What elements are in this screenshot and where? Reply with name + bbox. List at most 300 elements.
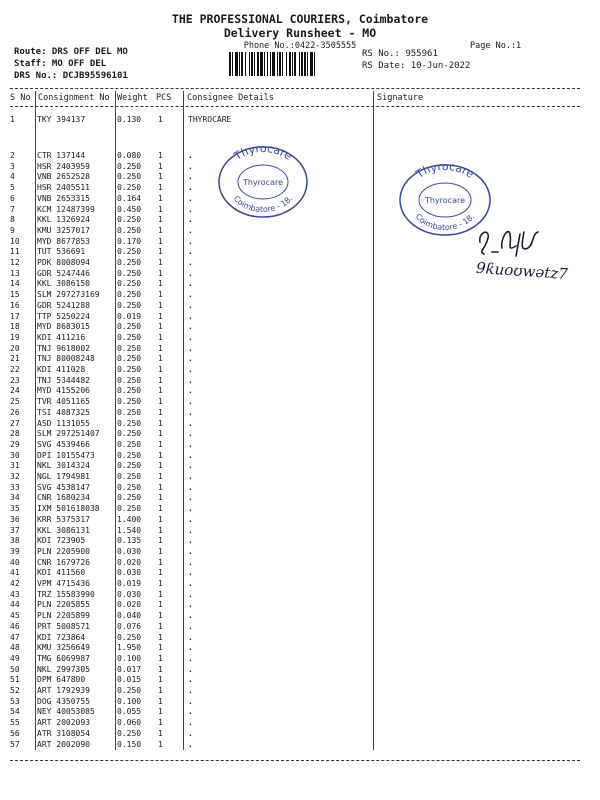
row-sno: 1	[10, 115, 15, 124]
row-consignee: .	[188, 193, 193, 203]
row-sno: 9	[10, 225, 15, 235]
row-weight: 0.250	[117, 215, 142, 225]
table-row	[0, 429, 600, 440]
row-pcs: 1	[158, 632, 163, 642]
row-consignment-no: PLN 2205900	[37, 546, 90, 556]
row-consignment-no: KKL 3086131	[37, 525, 90, 535]
row-pcs: 1	[158, 258, 163, 267]
row-consignment-no: MYD 8677853	[37, 236, 90, 246]
row-pcs: 1	[158, 397, 163, 407]
row-sno: 40	[10, 557, 20, 567]
row-sno: 54	[10, 707, 20, 717]
row-weight: 0.250	[117, 493, 142, 503]
row-sno: 35	[10, 504, 20, 514]
table-row	[0, 611, 600, 622]
svg-text:Coimbatore - 18.	[414, 212, 477, 232]
table-row	[0, 365, 600, 376]
row-pcs: 1	[158, 439, 163, 449]
row-pcs: 1	[158, 536, 163, 546]
row-weight: 0.250	[117, 450, 142, 460]
row-consignment-no: PDK 8008094	[37, 258, 90, 267]
row-weight: 0.250	[117, 258, 142, 267]
row-sno: 51	[10, 675, 20, 685]
row-consignee: .	[188, 204, 193, 214]
row-sno: 46	[10, 621, 20, 631]
row-consignee: .	[188, 418, 193, 428]
row-weight: 0.019	[117, 579, 142, 588]
svg-text:Thyrocare	[413, 160, 477, 181]
row-consignee: .	[188, 621, 193, 631]
table-row	[0, 579, 600, 590]
row-pcs: 1	[158, 643, 163, 653]
stamp-bottom-text: Coimbatore - 18.	[231, 193, 295, 215]
row-consignment-no: NGL 1794981	[37, 472, 90, 481]
row-sno: 4	[10, 172, 15, 182]
row-pcs: 1	[158, 728, 163, 738]
rs-date: RS Date: 10-Jun-2022	[362, 61, 471, 71]
row-weight: 0.250	[117, 728, 142, 738]
row-sno: 48	[10, 643, 20, 653]
row-sno: 50	[10, 664, 20, 674]
stamp-brand-text: Thyrocare	[413, 159, 477, 181]
row-weight: 0.250	[117, 472, 142, 481]
table-row	[0, 504, 600, 515]
row-sno: 39	[10, 546, 20, 556]
row-consignee: .	[188, 696, 193, 706]
row-consignee: .	[188, 311, 193, 321]
row-weight: 0.250	[117, 322, 142, 332]
row-pcs: 1	[158, 514, 163, 524]
table-row	[0, 472, 600, 483]
row-weight: 0.250	[117, 332, 142, 342]
row-sno: 11	[10, 247, 20, 257]
row-consignment-no: TMG 6069987	[37, 653, 90, 663]
row-pcs: 1	[158, 375, 163, 385]
page-number: Page No.:1	[470, 41, 522, 51]
row-weight: 0.250	[117, 343, 142, 353]
row-pcs: 1	[158, 151, 163, 160]
row-consignment-no: TSI 4087325	[37, 407, 90, 417]
table-row	[0, 643, 600, 654]
row-consignment-no: PLN 2205899	[37, 611, 90, 621]
row-consignee: .	[188, 354, 193, 364]
drs-number: DRS No.: DCJB95596101	[14, 71, 128, 81]
table-row	[0, 665, 600, 676]
row-consignee: .	[188, 557, 193, 567]
row-consignment-no: SVG 4539466	[37, 439, 90, 449]
row-pcs: 1	[158, 600, 163, 610]
row-pcs: 1	[158, 675, 163, 685]
row-weight: 1.950	[117, 643, 142, 653]
row-sno: 45	[10, 611, 20, 621]
row-weight: 0.017	[117, 664, 142, 674]
row-consignment-no: KDI 411028	[37, 365, 86, 374]
row-consignment-no: DPI 10155473	[37, 450, 95, 460]
row-weight: 0.250	[117, 386, 142, 396]
row-consignment-no: IXM 501618038	[37, 504, 100, 514]
row-sno: 57	[10, 739, 20, 749]
row-weight: 0.130	[117, 115, 142, 124]
row-pcs: 1	[158, 236, 163, 246]
table-row	[0, 547, 600, 558]
row-sno: 42	[10, 579, 20, 588]
row-sno: 2	[10, 151, 15, 160]
row-sno: 29	[10, 439, 20, 449]
svg-text:Coimbatore - 18.	[232, 194, 295, 214]
row-consignment-no: KMU 3257017	[37, 225, 90, 235]
document-subtitle: Delivery Runsheet - MO	[223, 26, 377, 40]
row-consignee: .	[188, 215, 193, 225]
table-row	[0, 440, 600, 451]
row-consignment-no: ART 2002090	[37, 739, 90, 749]
signature-scribble	[476, 222, 556, 262]
row-weight: 0.250	[117, 397, 142, 407]
row-consignee: .	[188, 504, 193, 514]
row-consignment-no: TUT 536691	[37, 247, 86, 257]
row-weight: 0.250	[117, 482, 142, 492]
row-sno: 7	[10, 204, 15, 214]
col-header-sno: S No	[10, 93, 31, 103]
row-consignee: .	[188, 675, 193, 685]
row-pcs: 1	[158, 739, 163, 749]
row-sno: 23	[10, 375, 20, 385]
col-header-pcs: PCS	[156, 93, 172, 103]
row-consignee: .	[188, 589, 193, 599]
table-row	[0, 354, 600, 365]
row-consignment-no: NEY 40053085	[37, 707, 95, 717]
table-row	[0, 622, 600, 633]
route-label: Route: DRS OFF DEL MO	[14, 47, 128, 57]
row-consignment-no: CTR 137144	[37, 151, 86, 160]
row-weight: 0.030	[117, 546, 142, 556]
row-consignee: .	[188, 300, 193, 310]
row-weight: 0.250	[117, 439, 142, 449]
row-consignment-no: DOG 4350755	[37, 696, 90, 706]
row-sno: 26	[10, 407, 20, 417]
row-consignment-no: TTP 5250224	[37, 311, 90, 321]
thyrocare-stamp	[212, 140, 314, 220]
row-pcs: 1	[158, 215, 163, 225]
row-consignee: .	[188, 450, 193, 460]
row-consignment-no: PLN 2205855	[37, 600, 90, 610]
row-weight: 0.135	[117, 536, 142, 546]
row-pcs: 1	[158, 546, 163, 556]
row-weight: 1.400	[117, 514, 142, 524]
row-consignee: .	[188, 611, 193, 621]
row-consignment-no: ASD 1131055	[37, 418, 90, 428]
row-pcs: 1	[158, 482, 163, 492]
row-weight: 0.060	[117, 718, 142, 728]
table-row	[0, 461, 600, 472]
row-pcs: 1	[158, 322, 163, 332]
row-consignee: .	[188, 568, 193, 578]
row-consignment-no: MYD 4155206	[37, 386, 90, 396]
row-consignee: .	[188, 686, 193, 695]
row-pcs: 1	[158, 718, 163, 728]
table-row	[0, 322, 600, 333]
row-consignment-no: MYD 8683015	[37, 322, 90, 332]
row-sno: 28	[10, 429, 20, 439]
row-consignee: .	[188, 386, 193, 396]
table-row	[0, 408, 600, 419]
row-consignee: .	[188, 247, 193, 257]
document-title: THE PROFESSIONAL COURIERS, Coimbatore	[171, 12, 429, 26]
row-pcs: 1	[158, 557, 163, 567]
row-consignee: .	[188, 258, 193, 267]
row-sno: 5	[10, 183, 15, 193]
col-header-weight: Weight	[117, 93, 148, 103]
row-weight: 1.540	[117, 525, 142, 535]
row-pcs: 1	[158, 268, 163, 278]
row-consignee: .	[188, 332, 193, 342]
row-pcs: 1	[158, 504, 163, 514]
row-weight: 0.250	[117, 686, 142, 695]
row-pcs: 1	[158, 193, 163, 203]
row-consignment-no: DPM 647800	[37, 675, 86, 685]
col-header-consignment: Consignment No	[38, 93, 110, 103]
row-consignment-no: SLM 297251407	[37, 429, 100, 439]
row-sno: 17	[10, 311, 20, 321]
row-consignment-no: KKL 1326924	[37, 215, 90, 225]
stamp-center-text: Thyrocare	[242, 178, 284, 187]
row-sno: 55	[10, 718, 20, 728]
table-row	[0, 633, 600, 644]
row-weight: 0.019	[117, 311, 142, 321]
row-pcs: 1	[158, 407, 163, 417]
table-row	[0, 301, 600, 312]
row-pcs: 1	[158, 429, 163, 439]
row-weight: 0.250	[117, 183, 142, 193]
row-consignee: .	[188, 632, 193, 642]
table-row	[0, 707, 600, 718]
row-weight: 0.150	[117, 739, 142, 749]
row-weight: 0.020	[117, 557, 142, 567]
row-pcs: 1	[158, 664, 163, 674]
row-weight: 0.250	[117, 365, 142, 374]
row-sno: 56	[10, 728, 20, 738]
row-sno: 19	[10, 332, 20, 342]
row-consignment-no: ART 2002093	[37, 718, 90, 728]
row-weight: 0.250	[117, 632, 142, 642]
row-consignee: .	[188, 718, 193, 728]
row-pcs: 1	[158, 611, 163, 621]
row-consignee: .	[188, 375, 193, 385]
row-consignee: .	[188, 268, 193, 278]
row-pcs: 1	[158, 183, 163, 193]
row-weight: 0.076	[117, 621, 142, 631]
table-row	[0, 376, 600, 387]
row-pcs: 1	[158, 472, 163, 481]
table-row	[0, 115, 600, 126]
row-consignee: .	[188, 343, 193, 353]
row-consignee: .	[188, 525, 193, 535]
table-row	[0, 493, 600, 504]
table-row	[0, 419, 600, 430]
row-consignee: .	[188, 536, 193, 546]
table-row	[0, 590, 600, 601]
row-consignment-no: CNR 1680234	[37, 493, 90, 503]
row-consignee: .	[188, 161, 193, 171]
row-consignment-no: TNJ 80008248	[37, 354, 95, 364]
row-weight: 0.250	[117, 247, 142, 257]
row-consignment-no: TNJ 5344482	[37, 375, 90, 385]
row-sno: 22	[10, 365, 20, 374]
table-row	[0, 312, 600, 323]
row-sno: 34	[10, 493, 20, 503]
row-consignee: .	[188, 600, 193, 610]
row-consignee: .	[188, 664, 193, 674]
row-sno: 41	[10, 568, 20, 578]
row-weight: 0.250	[117, 279, 142, 289]
row-consignee: .	[188, 472, 193, 481]
table-row	[0, 654, 600, 665]
row-pcs: 1	[158, 343, 163, 353]
table-row	[0, 718, 600, 729]
staff-label: Staff: MO OFF DEL	[14, 59, 107, 69]
row-sno: 20	[10, 343, 20, 353]
table-row	[0, 515, 600, 526]
row-sno: 24	[10, 386, 20, 396]
row-consignment-no: ATR 3108054	[37, 728, 90, 738]
row-pcs: 1	[158, 418, 163, 428]
row-consignee: THYROCARE	[188, 115, 232, 124]
row-consignee: .	[188, 365, 193, 374]
col-header-signature: Signature	[377, 93, 424, 103]
row-consignee: .	[188, 236, 193, 246]
row-consignee: .	[188, 493, 193, 503]
row-consignment-no: TRZ 15583990	[37, 589, 95, 599]
row-pcs: 1	[158, 579, 163, 588]
row-consignee: .	[188, 225, 193, 235]
table-row	[0, 451, 600, 462]
row-weight: 0.250	[117, 354, 142, 364]
row-weight: 0.170	[117, 236, 142, 246]
row-weight: 0.250	[117, 161, 142, 171]
table-row	[0, 558, 600, 569]
row-sno: 32	[10, 472, 20, 481]
row-sno: 38	[10, 536, 20, 546]
row-sno: 30	[10, 450, 20, 460]
row-weight: 0.250	[117, 418, 142, 428]
row-consignment-no: SLM 297273169	[37, 290, 100, 300]
row-sno: 47	[10, 632, 20, 642]
row-consignment-no: NKL 3014324	[37, 461, 90, 471]
row-pcs: 1	[158, 493, 163, 503]
row-consignee: .	[188, 290, 193, 300]
row-pcs: 1	[158, 204, 163, 214]
row-sno: 52	[10, 686, 20, 695]
row-pcs: 1	[158, 365, 163, 374]
row-pcs: 1	[158, 686, 163, 695]
row-consignment-no: PRT 5008571	[37, 621, 90, 631]
row-consignment-no: GDR 5241288	[37, 300, 90, 310]
row-consignee: .	[188, 429, 193, 439]
row-consignee: .	[188, 461, 193, 471]
row-sno: 10	[10, 236, 20, 246]
table-row	[0, 600, 600, 611]
row-consignment-no: HSR 2403959	[37, 161, 90, 171]
row-pcs: 1	[158, 386, 163, 396]
stamp-bottom-text: Coimbatore - 18.	[413, 211, 477, 233]
row-pcs: 1	[158, 161, 163, 171]
row-weight: 0.164	[117, 193, 142, 203]
row-consignee: .	[188, 579, 193, 588]
row-sno: 21	[10, 354, 20, 364]
row-sno: 31	[10, 461, 20, 471]
row-weight: 0.250	[117, 225, 142, 235]
row-consignment-no: VNB 2652528	[37, 172, 90, 182]
row-pcs: 1	[158, 115, 163, 124]
table-row	[0, 729, 600, 740]
table-row	[0, 568, 600, 579]
row-consignment-no: KDI 723905	[37, 536, 86, 546]
table-row	[0, 483, 600, 494]
table-row	[0, 675, 600, 686]
row-weight: 0.020	[117, 600, 142, 610]
row-pcs: 1	[158, 247, 163, 257]
row-weight: 0.250	[117, 268, 142, 278]
row-pcs: 1	[158, 696, 163, 706]
row-consignee: .	[188, 643, 193, 653]
row-weight: 0.250	[117, 461, 142, 471]
table-row	[0, 386, 600, 397]
row-pcs: 1	[158, 450, 163, 460]
row-pcs: 1	[158, 290, 163, 300]
table-row	[0, 333, 600, 344]
row-weight: 0.055	[117, 707, 142, 717]
row-consignment-no: HSR 2405511	[37, 183, 90, 193]
table-row	[0, 526, 600, 537]
row-consignment-no: KRR 5375317	[37, 514, 90, 524]
row-consignee: .	[188, 183, 193, 193]
row-consignment-no: KCM 12487399	[37, 204, 95, 214]
row-sno: 33	[10, 482, 20, 492]
row-consignee: .	[188, 546, 193, 556]
row-consignee: .	[188, 514, 193, 524]
row-weight: 0.250	[117, 504, 142, 514]
table-row	[0, 344, 600, 355]
table-row	[0, 279, 600, 290]
row-weight: 0.250	[117, 300, 142, 310]
row-pcs: 1	[158, 621, 163, 631]
row-weight: 0.250	[117, 375, 142, 385]
row-consignment-no: KKL 3086150	[37, 279, 90, 289]
row-consignee: .	[188, 279, 193, 289]
row-consignee: .	[188, 407, 193, 417]
row-weight: 0.250	[117, 172, 142, 182]
row-consignee: .	[188, 397, 193, 407]
row-weight: 0.250	[117, 429, 142, 439]
row-consignee: .	[188, 482, 193, 492]
row-consignment-no: GDR 5247446	[37, 268, 90, 278]
row-consignment-no: TVR 4051165	[37, 397, 90, 407]
row-consignment-no: KDI 723864	[37, 632, 86, 642]
row-pcs: 1	[158, 279, 163, 289]
row-sno: 15	[10, 290, 20, 300]
stamp-center-text: Thyrocare	[424, 196, 466, 205]
row-sno: 12	[10, 258, 20, 267]
row-pcs: 1	[158, 568, 163, 578]
table-row	[0, 697, 600, 708]
row-consignee: .	[188, 707, 193, 717]
row-weight: 0.030	[117, 568, 142, 578]
row-pcs: 1	[158, 589, 163, 599]
row-consignment-no: TKY 394137	[37, 115, 86, 124]
table-row	[0, 536, 600, 547]
row-pcs: 1	[158, 354, 163, 364]
row-consignment-no: NKL 2997305	[37, 664, 90, 674]
row-weight: 0.100	[117, 696, 142, 706]
